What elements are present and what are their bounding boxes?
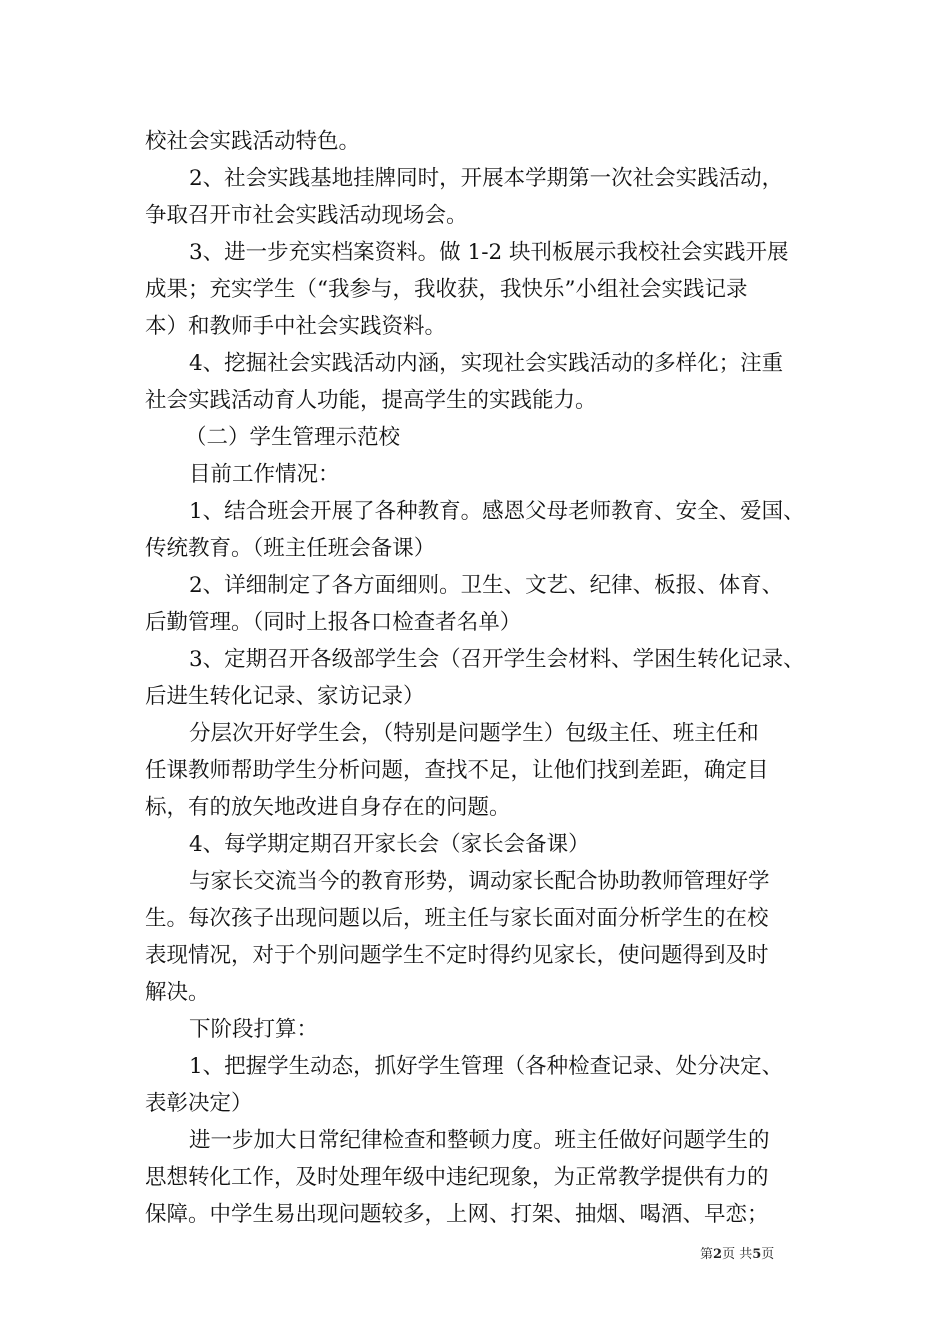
text-line: 表彰决定） bbox=[145, 1091, 253, 1116]
text-line: 任课教师帮助学生分析问题，查找不足，让他们找到差距，确定目 bbox=[145, 758, 769, 783]
text-line: 本）和教师手中社会实践资料。 bbox=[145, 314, 447, 339]
footer-mid: 页 共 bbox=[722, 1247, 753, 1262]
footer-prefix: 第 bbox=[700, 1247, 714, 1262]
text-line: 4、每学期定期召开家长会（家长会备课） bbox=[189, 832, 590, 857]
text-line: 保障。中学生易出现问题较多，上网、打架、抽烟、喝酒、早恋； bbox=[145, 1202, 769, 1227]
text-line: 社会实践活动育人功能，提高学生的实践能力。 bbox=[145, 388, 597, 413]
text-line: 思想转化工作，及时处理年级中违纪现象，为正常教学提供有力的 bbox=[145, 1165, 769, 1190]
text-line: 目前工作情况： bbox=[189, 462, 340, 487]
text-line: 3、进一步充实档案资料。做 1-2 块刊板展示我校社会实践开展 bbox=[189, 240, 789, 265]
text-line: 标，有的放矢地改进自身存在的问题。 bbox=[145, 795, 511, 820]
footer-suffix: 页 bbox=[761, 1247, 775, 1262]
text-line: 成果；充实学生（“我参与，我收获，我快乐”小组社会实践记录 bbox=[145, 277, 748, 302]
section-heading: （二）学生管理示范校 bbox=[185, 425, 401, 450]
text-line: 校社会实践活动特色。 bbox=[145, 129, 361, 154]
text-line: 3、定期召开各级部学生会（召开学生会材料、学困生转化记录、 bbox=[189, 647, 805, 672]
text-line: 表现情况，对于个别问题学生不定时得约见家长，使问题得到及时 bbox=[145, 943, 769, 968]
text-line: 后勤管理。（同时上报各口检查者名单） bbox=[145, 610, 522, 635]
footer-total-pages: 5 bbox=[752, 1247, 762, 1262]
text-line: 1、结合班会开展了各种教育。感恩父母老师教育、安全、爱国、 bbox=[189, 499, 805, 524]
document-body bbox=[145, 123, 810, 1233]
page-footer bbox=[700, 1243, 774, 1262]
text-line: 传统教育。（班主任班会备课） bbox=[145, 536, 436, 561]
text-line: 1、把握学生动态，抓好学生管理（各种检查记录、处分决定、 bbox=[189, 1054, 784, 1079]
text-line: 争取召开市社会实践活动现场会。 bbox=[145, 203, 468, 228]
text-line: 下阶段打算： bbox=[189, 1017, 319, 1042]
text-line: 2、社会实践基地挂牌同时，开展本学期第一次社会实践活动， bbox=[189, 166, 784, 191]
text-line: 分层次开好学生会，（特别是问题学生）包级主任、班主任和 bbox=[189, 721, 759, 746]
footer-page-number: 2 bbox=[713, 1247, 723, 1262]
text-line: 4、挖掘社会实践活动内涵，实现社会实践活动的多样化；注重 bbox=[189, 351, 784, 376]
text-line: 进一步加大日常纪律检查和整顿力度。班主任做好问题学生的 bbox=[189, 1128, 770, 1153]
text-line: 生。每次孩子出现问题以后，班主任与家长面对面分析学生的在校 bbox=[145, 906, 769, 931]
text-line: 与家长交流当今的教育形势，调动家长配合协助教师管理好学 bbox=[189, 869, 770, 894]
text-line: 后进生转化记录、家访记录） bbox=[145, 684, 425, 709]
text-line: 2、详细制定了各方面细则。卫生、文艺、纪律、板报、体育、 bbox=[189, 573, 784, 598]
text-line: 解决。 bbox=[145, 980, 210, 1005]
